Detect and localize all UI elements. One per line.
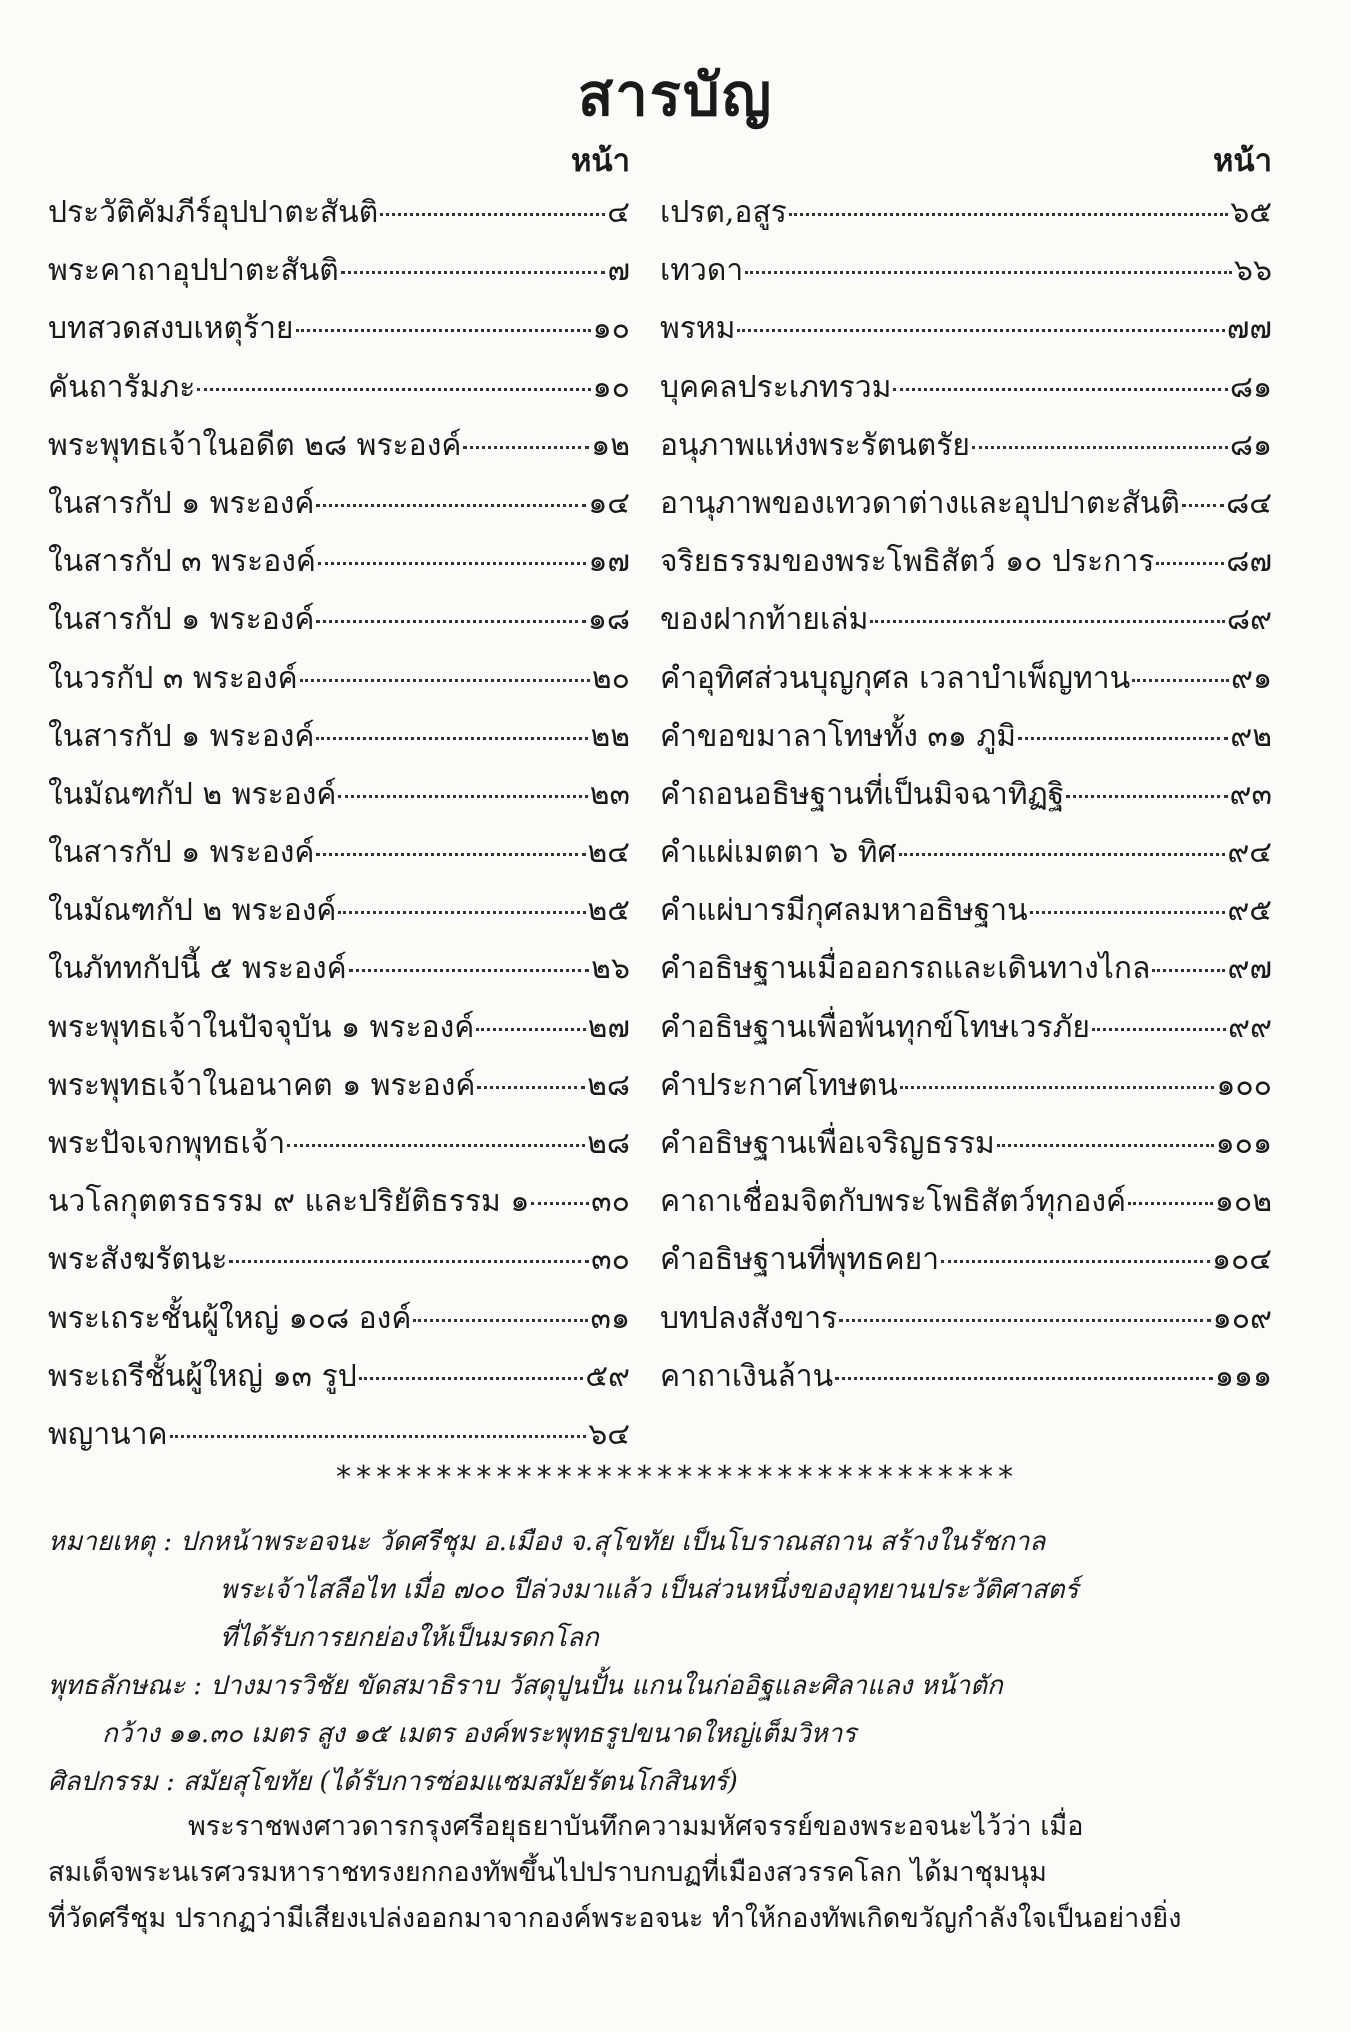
toc-entry <box>660 766 1272 824</box>
toc-entry-page: ๘๙ <box>1226 602 1272 638</box>
toc-entry-title: อานุภาพของเทวดาต่างและอุปปาตะสันติ <box>660 485 1180 521</box>
toc-entry-page: ๙๙ <box>1228 1009 1272 1045</box>
toc-entry-page: ๒๒ <box>590 718 630 754</box>
dot-leader <box>476 1028 585 1031</box>
dot-leader <box>359 1377 584 1380</box>
dot-leader <box>349 969 589 972</box>
dot-leader <box>316 737 588 740</box>
toc-entry-page: ๒๗ <box>587 1009 630 1045</box>
toc-entry-page: ๗๗ <box>1226 311 1272 347</box>
toc-entry-page: ๘๑ <box>1229 427 1272 463</box>
toc-left-column <box>48 138 630 1464</box>
toc-entry-title: บทปลงสังขาร <box>660 1300 838 1336</box>
toc-entry-title: บทสวดสงบเหตุร้าย <box>48 311 294 347</box>
toc-entry <box>660 475 1272 533</box>
art-note <box>48 1758 1284 1806</box>
toc-entry <box>48 300 630 358</box>
toc-entry-page: ๙๒ <box>1230 718 1272 754</box>
toc-entry-page: ๘๑ <box>1229 369 1272 405</box>
toc-entry <box>660 242 1272 300</box>
toc-entry-title: คำอุทิศส่วนบุญกุศล เวลาบำเพ็ญทาน <box>660 660 1131 696</box>
dot-leader <box>1128 1202 1213 1205</box>
toc-entry-title: คันถารัมภะ <box>48 369 196 405</box>
toc-entry-title: นวโลกุตตรธรรม ๙ และปริยัติธรรม ๑ <box>48 1184 530 1220</box>
toc-entry-page: ๒๘ <box>587 1067 630 1103</box>
dot-leader <box>296 329 591 332</box>
toc-entry-page: ๙๕ <box>1227 893 1272 929</box>
dot-leader <box>316 620 585 623</box>
toc-entry-page: ๑๐๙ <box>1212 1300 1272 1336</box>
toc-entry-page: ๒๐ <box>591 660 630 696</box>
toc-right-list <box>660 184 1272 1406</box>
dot-leader <box>899 853 1226 856</box>
dot-leader <box>972 446 1228 449</box>
style-line: พุทธลักษณะ : ปางมารวิชัย ขัดสมาธิราบ วัสดุปูนปั้น แกนในก่ออิฐและศิลาแลง หน้าตัก <box>48 1671 1003 1701</box>
separator: ********************************** <box>334 1460 1017 1495</box>
page-column-heading: หน้า <box>1212 143 1272 179</box>
dot-leader <box>170 1435 587 1438</box>
toc-entry-page: ๑๐๑ <box>1215 1126 1272 1161</box>
toc-entry-title: พระพุทธเจ้าในอดีต ๒๘ พระองค์ <box>48 427 462 463</box>
dot-leader <box>463 446 589 449</box>
toc-entry <box>48 999 630 1057</box>
toc-entry-page: ๑๗ <box>588 544 630 580</box>
buddha-style-note <box>48 1662 1284 1758</box>
toc-entry <box>660 999 1272 1057</box>
remark-line: ที่ได้รับการยกย่องให้เป็นมรดกโลก <box>220 1623 599 1653</box>
toc-entry-page: ๑๒ <box>591 427 630 463</box>
dot-leader <box>900 1086 1214 1089</box>
toc-entry <box>48 359 630 417</box>
toc-entry-page: ๙๗ <box>1227 951 1272 987</box>
dot-leader <box>380 213 605 216</box>
toc-entry-page: ๖๖ <box>1233 253 1272 289</box>
toc-entry <box>660 591 1272 649</box>
toc-entry-title: พระคาถาอุปปาตะสันติ <box>48 253 339 289</box>
toc-entry <box>660 417 1272 475</box>
toc-entry-title: พรหม <box>660 311 736 347</box>
toc-entry-page: ๑๔ <box>588 485 630 521</box>
toc-entry <box>48 475 630 533</box>
dot-leader <box>1030 911 1226 914</box>
toc-entry <box>48 940 630 998</box>
toc-entry-title: คำอธิษฐานที่พุทธคยา <box>660 1242 940 1278</box>
toc-entry-page: ๕๙ <box>585 1358 630 1394</box>
dot-leader <box>197 388 590 391</box>
toc-entry-page: ๑๑๑ <box>1214 1358 1272 1394</box>
toc-entry <box>48 650 630 708</box>
dot-leader <box>338 795 587 798</box>
toc-entry-title: คาถาเชื่อมจิตกับพระโพธิสัตว์ทุกองค์ <box>660 1184 1127 1220</box>
dot-leader <box>1018 737 1228 740</box>
toc-entry <box>660 300 1272 358</box>
toc-entry-title: ในสารกัป ๑ พระองค์ <box>48 485 315 521</box>
art-line: ศิลปกรรม : สมัยสุโขทัย (ได้รับการซ่อมแซมสมัยรัตนโกสินทร์) <box>48 1767 738 1797</box>
toc-entry-page: ๒๔ <box>587 835 630 871</box>
toc-entry <box>660 1290 1272 1348</box>
dot-leader <box>300 679 590 682</box>
toc-entry <box>48 1406 630 1464</box>
toc-entry-page: ๖๕ <box>1230 195 1272 230</box>
toc-entry <box>660 1348 1272 1406</box>
toc-entry-page: ๙๔ <box>1227 835 1272 871</box>
toc-entry-page: ๙๑ <box>1230 660 1272 696</box>
toc-entry <box>48 1231 630 1289</box>
toc-entry <box>660 533 1272 591</box>
toc-entry-page: ๑๐๐ <box>1216 1067 1272 1103</box>
page-title: สารบัญ <box>577 61 774 129</box>
toc-entry-page: ๙๓ <box>1229 776 1272 812</box>
toc-entry-page: ๘๔ <box>1226 485 1272 521</box>
dot-leader <box>893 388 1227 391</box>
toc-entry-title: ในสารกัป ๑ พระองค์ <box>48 835 315 871</box>
dot-leader <box>1132 679 1229 682</box>
dot-leader <box>318 562 586 565</box>
toc-entry-title: ประวัติคัมภีร์อุปปาตะสันติ <box>48 195 379 230</box>
dot-leader <box>341 271 606 274</box>
toc-entry <box>660 1231 1272 1289</box>
toc-entry-page: ๓๑ <box>590 1300 630 1336</box>
toc-entry <box>48 882 630 940</box>
toc-entry-title: คำแผ่เมตตา ๖ ทิศ <box>660 835 897 871</box>
toc-entry <box>660 1057 1272 1115</box>
toc-entry <box>660 650 1272 708</box>
dot-leader <box>413 1319 588 1322</box>
remark-line: หมายเหตุ : ปกหน้าพระอจนะ วัดศรีชุม อ.เมือง จ.สุโขทัย เป็นโบราณสถาน สร้างในรัชกาล <box>48 1527 1046 1557</box>
toc-entry-title: คาถาเงินล้าน <box>660 1358 834 1394</box>
dot-leader <box>1182 504 1224 507</box>
dot-leader <box>338 911 585 914</box>
paragraph-line: สมเด็จพระนเรศวรมหาราชทรงยกกองทัพขึ้นไปปราบกบฏที่เมืองสวรรคโลก ได้มาชุมนุม <box>48 1857 1047 1888</box>
toc-entry-title: เทวดา <box>660 253 744 289</box>
toc-entry-title: พระสังฆรัตนะ <box>48 1242 228 1278</box>
toc-entry-page: ๑๘ <box>587 602 630 638</box>
dot-leader <box>1092 1028 1226 1031</box>
toc-entry-title: ของฝากท้ายเล่ม <box>660 602 869 638</box>
remark-note <box>48 1518 1284 1662</box>
toc-entry-title: พระปัจเจกพุทธเจ้า <box>48 1126 286 1161</box>
toc-entry-title: ในสารกัป ๓ พระองค์ <box>48 544 316 580</box>
dot-leader <box>1066 795 1227 798</box>
toc-entry-page: ๒๕ <box>587 893 630 929</box>
toc-entry <box>48 824 630 882</box>
toc-entry <box>660 1115 1272 1173</box>
toc-entry-title: ในวรกัป ๓ พระองค์ <box>48 660 298 696</box>
toc-entry-title: คำถอนอธิษฐานที่เป็นมิจฉาทิฏฐิ <box>660 776 1065 812</box>
dot-leader <box>229 1260 589 1263</box>
toc-entry <box>48 708 630 766</box>
toc-entry <box>48 1348 630 1406</box>
paragraph-line: พระราชพงศาวดารกรุงศรีอยุธยาบันทึกความมหัศจรรย์ของพระอจนะไว้ว่า เมื่อ <box>188 1811 1084 1842</box>
toc-entry <box>660 359 1272 417</box>
dot-leader <box>835 1377 1213 1380</box>
toc-entry <box>48 591 630 649</box>
toc-entry-page: ๒๘ <box>587 1126 630 1161</box>
toc-entry <box>48 417 630 475</box>
toc-entry-title: บุคคลประเภทรวม <box>660 369 892 405</box>
dot-leader <box>1152 969 1225 972</box>
dot-leader <box>839 1319 1210 1322</box>
dot-leader <box>997 1144 1214 1147</box>
dot-leader <box>789 213 1228 216</box>
toc-entry-title: คำอธิษฐานเพื่อเจริญธรรม <box>660 1126 995 1161</box>
history-paragraph <box>48 1804 1284 1942</box>
toc-entry-page: ๒๖ <box>591 951 630 987</box>
toc-entry <box>48 1057 630 1115</box>
dot-leader <box>477 1086 585 1089</box>
toc-entry <box>48 242 630 300</box>
dot-leader <box>531 1202 589 1205</box>
toc-entry-title: คำอธิษฐานเพื่อพ้นทุกข์โทษเวรภัย <box>660 1009 1090 1045</box>
toc-entry-title: พระพุทธเจ้าในอนาคต ๑ พระองค์ <box>48 1067 476 1103</box>
toc-entry-page: ๓๐ <box>591 1242 630 1278</box>
toc-entry <box>660 824 1272 882</box>
notes-section <box>48 1518 1284 1806</box>
dot-leader <box>941 1260 1210 1263</box>
toc-entry <box>48 184 630 242</box>
toc-entry <box>660 940 1272 998</box>
toc-entry <box>48 766 630 824</box>
toc-entry-title: คำขอขมาลาโทษทั้ง ๓๑ ภูมิ <box>660 718 1017 754</box>
dot-leader <box>737 329 1224 332</box>
toc-entry-title: คำอธิษฐานเมื่อออกรถและเดินทางไกล <box>660 951 1151 987</box>
toc-entry-title: จริยธรรมของพระโพธิสัตว์ ๑๐ ประการ <box>660 544 1155 580</box>
toc-entry-page: ๔ <box>607 195 630 230</box>
page-column-heading: หน้า <box>570 143 630 179</box>
toc-entry <box>660 882 1272 940</box>
toc-entry-page: ๒๓ <box>589 776 630 812</box>
toc-entry-page: ๑๐ <box>592 311 630 347</box>
remark-line: พระเจ้าไสลือไท เมื่อ ๗๐๐ ปีล่วงมาแล้ว เป็นส่วนหนึ่งของอุทยานประวัติศาสตร์ <box>220 1575 1079 1605</box>
style-line: กว้าง ๑๑.๓๐ เมตร สูง ๑๕ เมตร องค์พระพุทธรูปขนาดใหญ่เต็มวิหาร <box>102 1719 857 1749</box>
toc-entry-title: ในมัณฑกัป ๒ พระองค์ <box>48 776 337 812</box>
dot-leader <box>745 271 1232 274</box>
toc-entry-page: ๖๔ <box>588 1416 630 1452</box>
toc-entry <box>660 184 1272 242</box>
toc-entry-page: ๑๐๒ <box>1214 1184 1272 1220</box>
toc-entry-title: ในสารกัป ๑ พระองค์ <box>48 718 315 754</box>
toc-entry <box>660 708 1272 766</box>
toc-entry-title: คำประกาศโทษตน <box>660 1067 898 1103</box>
toc-entry-title: เปรต,อสูร <box>660 195 787 230</box>
toc-entry-title: พระเถรีชั้นผู้ใหญ่ ๑๓ รูป <box>48 1358 357 1394</box>
toc-entry-title: ในสารกัป ๑ พระองค์ <box>48 602 315 638</box>
toc-entry-page: ๓๐ <box>591 1184 630 1220</box>
toc-entry <box>48 1290 630 1348</box>
toc-entry <box>660 1173 1272 1231</box>
toc-entry-title: พญานาค <box>48 1416 168 1452</box>
toc-entry-title: พระพุทธเจ้าในปัจจุบัน ๑ พระองค์ <box>48 1009 475 1045</box>
toc-entry-page: ๗ <box>607 253 630 289</box>
toc-entry <box>48 533 630 591</box>
toc-entry-page: ๘๗ <box>1226 544 1272 580</box>
toc-entry-title: พระเถระชั้นผู้ใหญ่ ๑๐๘ องค์ <box>48 1300 412 1336</box>
toc-left-list <box>48 184 630 1464</box>
toc-entry <box>48 1173 630 1231</box>
toc-right-column <box>660 138 1272 1406</box>
dot-leader <box>1156 562 1224 565</box>
toc-entry-page: ๑๐ <box>592 369 630 405</box>
toc-entry-title: คำแผ่บารมีกุศลมหาอธิษฐาน <box>660 893 1028 929</box>
toc-entry-page: ๑๐๔ <box>1211 1242 1272 1278</box>
dot-leader <box>870 620 1225 623</box>
toc-entry-title: ในภัททกัปนี้ ๕ พระองค์ <box>48 951 347 987</box>
paragraph-line: ที่วัดศรีชุม ปรากฏว่ามีเสียงเปล่งออกมาจากองค์พระอจนะ ทำให้กองทัพเกิดขวัญกำลังใจเป็นอย่างยิ่ง <box>48 1903 1182 1934</box>
toc-entry <box>48 1115 630 1173</box>
toc-entry-title: อนุภาพแห่งพระรัตนตรัย <box>660 427 970 463</box>
dot-leader <box>287 1144 585 1147</box>
dot-leader <box>316 853 585 856</box>
toc-entry-title: ในมัณฑกัป ๒ พระองค์ <box>48 893 337 929</box>
dot-leader <box>316 504 586 507</box>
